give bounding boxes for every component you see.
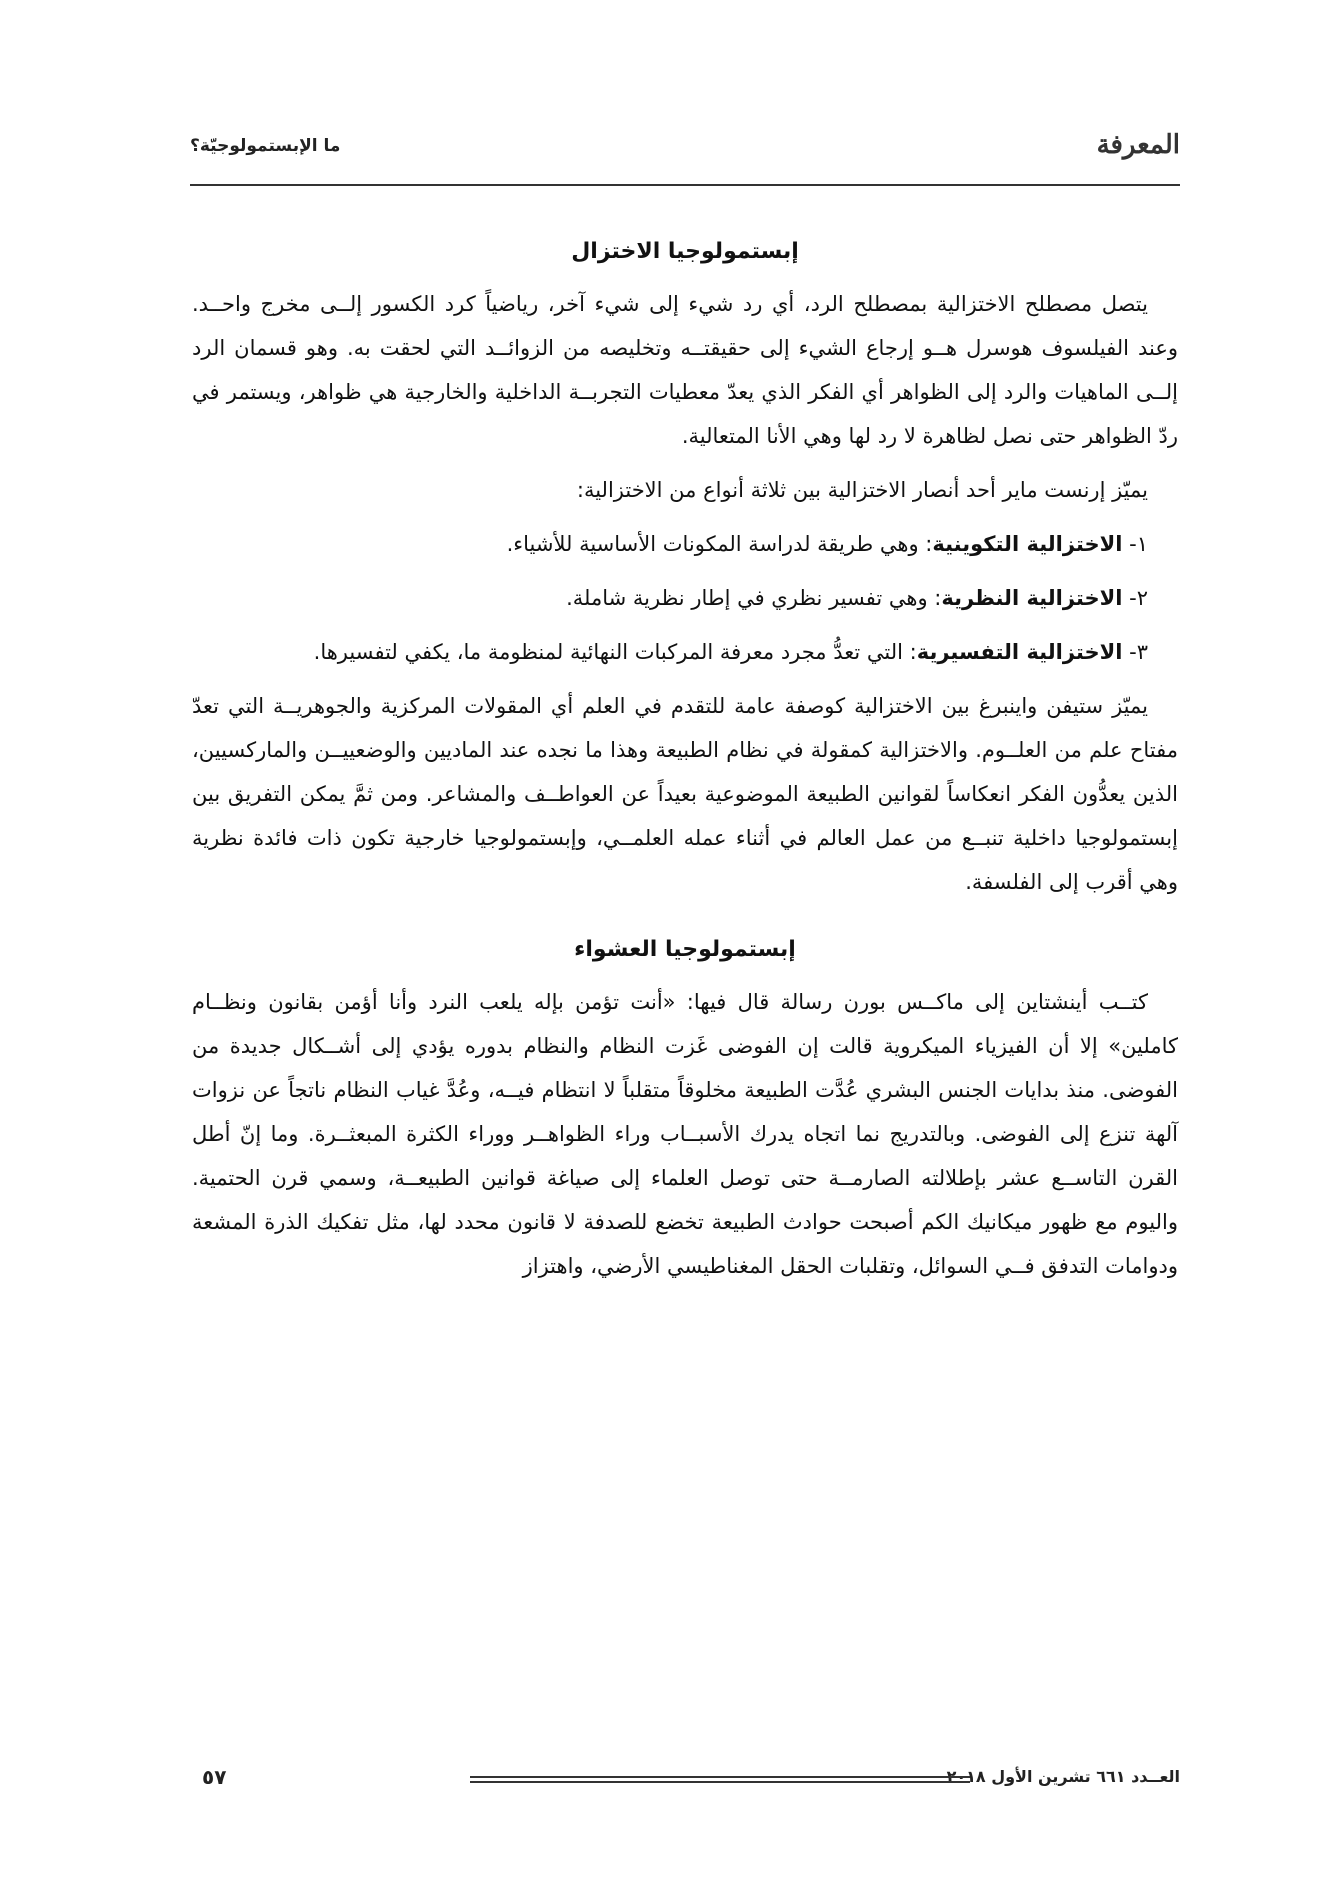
list-text: : وهي طريقة لدراسة المكونات الأساسية للأشياء.	[506, 532, 933, 556]
list-text: : التي تعدُّ مجرد معرفة المركبات النهائية لمنظومة ما، يكفي لتفسيرها.	[313, 640, 917, 664]
list-term: الاختزالية التفسيرية	[916, 640, 1123, 664]
paragraph: يتصل مصطلح الاختزالية بمصطلح الرد، أي رد شيء إلى شيء آخر، رياضياً كرد الكسور إلــى مخرج واحــد. وعند الفيلسوف هوسرل هــو إرجاع الشيء إلى حقيقتــه وتخليصه من الزوائــد التي لحقت به. وهو قسمان الرد إلــى الماهيات والرد إلى الظواهر أي الفكر الذي يعدّ معطيات التجربــة الداخلية والخارجية هي ظواهر، ويستمر في ردّ الظواهر حتى نصل لظاهرة لا رد لها وهي الأنا المتعالية.	[192, 292, 1178, 448]
running-title: ما الإبستمولوجيّة؟	[190, 136, 341, 156]
paragraph: يميّز ستيفن واينبرغ بين الاختزالية كوصفة عامة للتقدم في العلم أي المقولات المركزية والجوهريــة التي تعدّ مفتاح علم من العلــوم. والاختزالية كمقولة في نظام الطبيعة وهذا ما نجده عند الماديين والوضعييــن والماركسيين، الذين يعدُّون الفكر انعكاساً لقوانين الطبيعة الموضوعية بعيداً عن العواطــف والمشاعر. ومن ثمَّ يمكن التفريق بين إبستمولوجيا داخلية تنبــع من عمل العالم في أثناء عمله العلمــي، وإبستمولوجيا خارجية تكون ذات فائدة نظرية وهي أقرب إلى الفلسفة.	[192, 694, 1178, 894]
footer-divider	[470, 1776, 970, 1783]
list-term: الاختزالية النظرية	[941, 586, 1123, 610]
page-footer	[190, 1767, 1180, 1797]
list-number: ٣-	[1122, 640, 1148, 664]
list-number: ١-	[1122, 532, 1148, 556]
list-term: الاختزالية التكوينية	[932, 532, 1123, 556]
header-divider	[190, 184, 1180, 186]
page-header	[190, 130, 1180, 174]
section-heading-reductionism: إبستمولوجيا الاختزال	[571, 239, 799, 264]
page-number: ٥٧	[202, 1765, 227, 1789]
paragraph: كتــب أينشتاين إلى ماكــس بورن رسالة قال فيها: «أنت تؤمن بإله يلعب النرد وأنا أؤمن بقانون ونظــام كاملين» إلا أن الفيزياء الميكروية قالت إن الفوضى غَزت النظام والنظام بدوره يؤدي إلى أشــكال جديدة من الفوضى. منذ بدايات الجنس البشري عُدَّت الطبيعة مخلوقاً متقلباً لا انتظام فيــه، وعُدَّ غياب النظام ناتجاً عن نزوات آلهة تنزع إلى الفوضى. وبالتدريج نما اتجاه يدرك الأسبــاب وراء الظواهــر ووراء الكثرة المبعثــرة. وما إنّ أطل القرن التاســع عشر بإطلالته الصارمــة حتى توصل العلماء إلى صياغة قوانين الطبيعــة، وسمي قرن الحتمية. واليوم مع ظهور ميكانيك الكم أصبحت حوادث الطبيعة تخضع للصدفة لا قانون محدد لها، مثل تفكيك الذرة المشعة ودوامات التدفق فــي السوائل، وتقلبات الحقل المغناطيسي الأرضي، واهتزاز	[192, 990, 1178, 1278]
article-body	[192, 232, 1178, 1298]
issue-label: العــدد ٦٦١ تشرين الأول ٢٠١٨	[946, 1767, 1180, 1786]
section-heading-chaos: إبستمولوجيا العشواء	[574, 937, 796, 962]
list-number: ٢-	[1122, 586, 1148, 610]
list-text: : وهي تفسير نظري في إطار نظرية شاملة.	[566, 586, 942, 610]
list-item	[192, 630, 1178, 674]
list-item	[192, 576, 1178, 620]
paragraph: يميّز إرنست ماير أحد أنصار الاختزالية بين ثلاثة أنواع من الاختزالية:	[576, 478, 1148, 502]
magazine-logo: المعرفة	[1096, 130, 1180, 160]
list-item	[192, 522, 1178, 566]
